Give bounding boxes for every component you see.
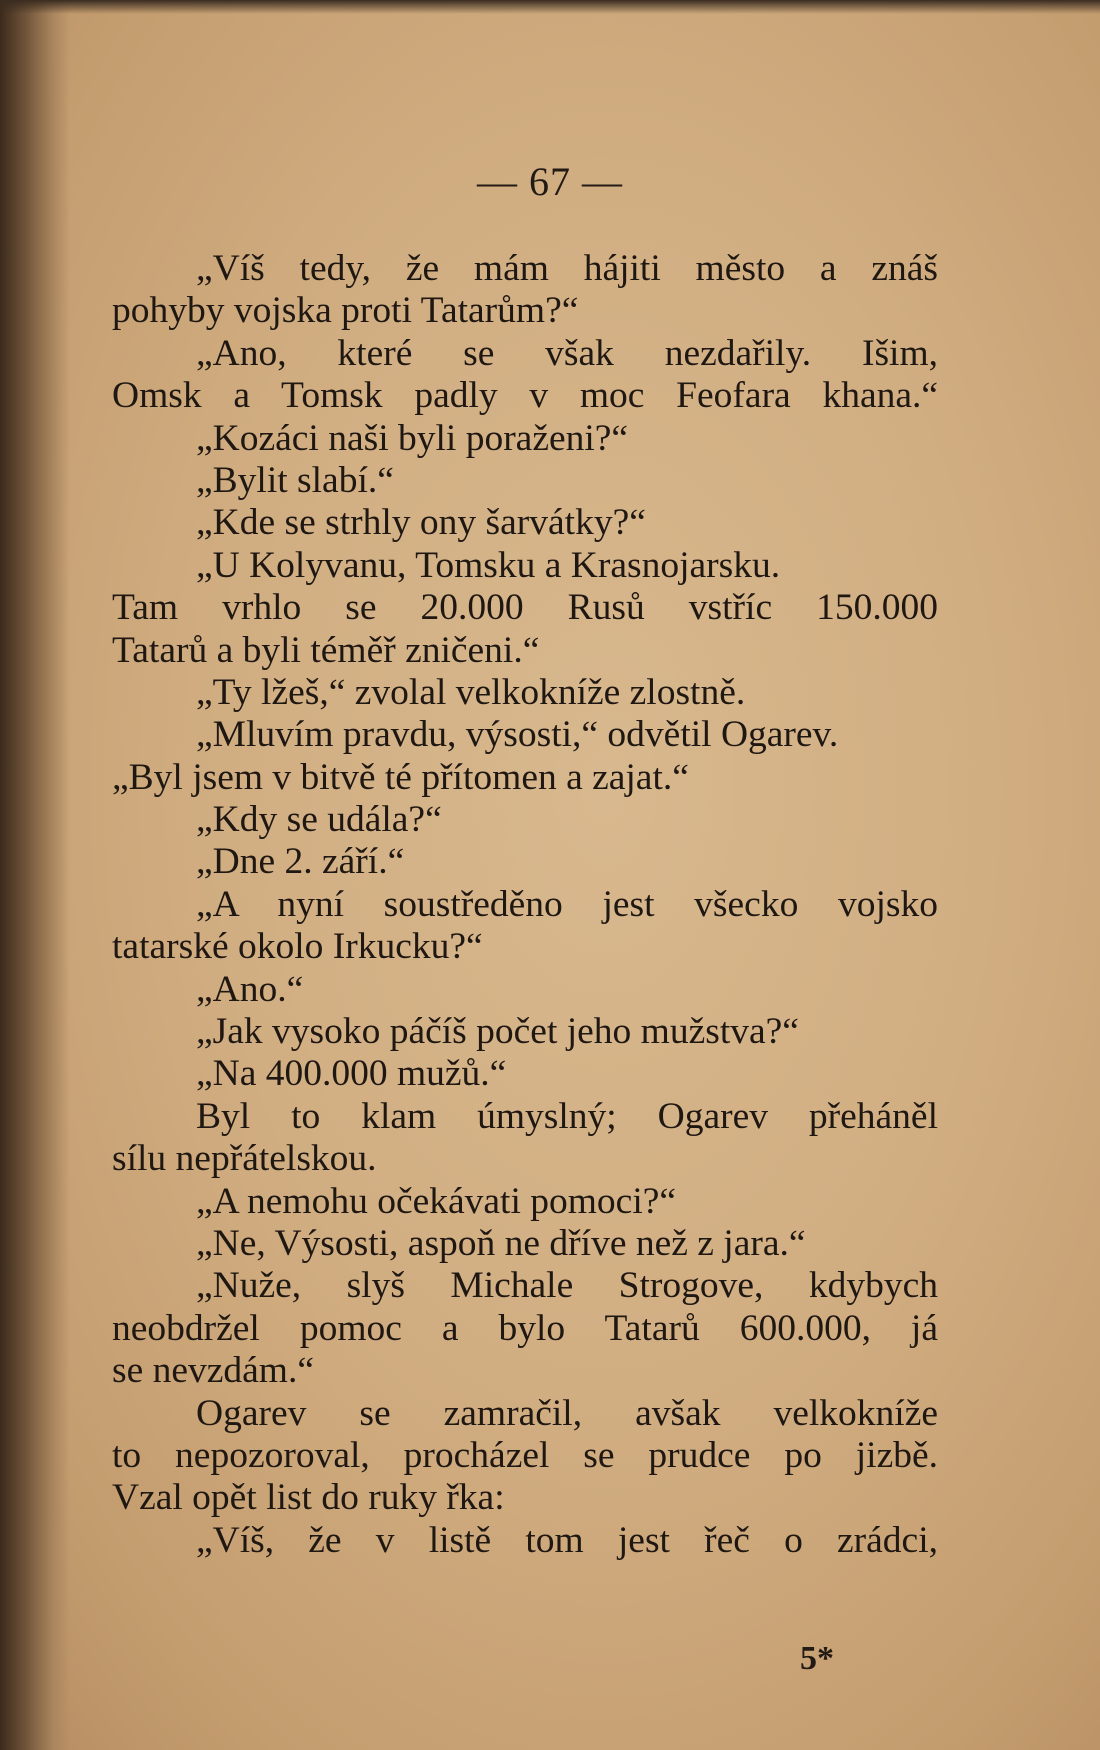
text-line: Vzal opět list do ruky řka:: [112, 1477, 505, 1519]
text-line: Omsk a Tomsk padly v moc Feofara khana.“: [112, 375, 938, 417]
text-line: „Víš tedy, že mám hájiti město a znáš: [196, 248, 938, 289]
binding-shadow: [0, 0, 70, 1750]
text-line: „Nuže, slyš Michale Strogove, kdybych: [196, 1265, 938, 1307]
text-line: „Bylit slabí.“: [196, 459, 394, 501]
text-line: Byl to klam úmyslný; Ogarev přeháněl: [196, 1095, 938, 1137]
text-line: se nevzdám.“: [112, 1350, 314, 1392]
page-top-edge: [0, 0, 1100, 14]
text-line: „A nemohu očekávati pomoci?“: [196, 1180, 677, 1222]
text-line: tatarské okolo Irkucku?“: [112, 926, 483, 968]
text-line: „Na 400.000 mužů.“: [196, 1053, 507, 1095]
text-line: Tatarů a byli téměř zničeni.“: [112, 629, 540, 671]
text-line: „Dne 2. září.“: [196, 841, 405, 883]
text-line: to nepozoroval, procházel se prudce po jizbě.: [112, 1434, 938, 1476]
text-line: Tam vrhlo se 20.000 Rusů vstříc 150.000: [112, 587, 938, 629]
text-line: „Víš, že v listě tom jest řeč o zrádci,: [196, 1519, 938, 1561]
body-text: [112, 248, 938, 1562]
text-line: „A nyní soustředěno jest všecko vojsko: [196, 883, 938, 925]
text-line: „Mluvím pravdu, výsosti,“ odvětil Ogarev.: [196, 714, 839, 756]
text-line: „Byl jsem v bitvě té přítomen a zajat.“: [112, 756, 689, 798]
text-line: pohyby vojska proti Tatarům?“: [112, 290, 579, 332]
text-line: sílu nepřátelskou.: [112, 1138, 377, 1180]
text-line: „Ano, které se však nezdařily. Išim,: [196, 332, 938, 374]
page-number-header: — 67 —: [477, 159, 623, 204]
text-line: „Ano.“: [196, 968, 304, 1010]
text-line: „U Kolyvanu, Tomsku a Krasnojarsku.: [196, 544, 781, 586]
text-line: „Kozáci naši byli poraženi?“: [196, 417, 629, 459]
text-line: „Ne, Výsosti, aspoň ne dříve než z jara.“: [196, 1222, 806, 1264]
text-line: Ogarev se zamračil, avšak velkokníže: [196, 1392, 938, 1434]
text-line: „Kde se strhly ony šarvátky?“: [196, 502, 646, 544]
text-line: „Kdy se udála?“: [196, 799, 442, 841]
text-line: neobdržel pomoc a bylo Tatarů 600.000, já: [112, 1307, 938, 1349]
signature-mark: 5*: [800, 1640, 834, 1677]
text-line: „Ty lžeš,“ zvolal velkokníže zlostně.: [196, 671, 746, 713]
text-line: „Jak vysoko páčíš počet jeho mužstva?“: [196, 1011, 799, 1053]
